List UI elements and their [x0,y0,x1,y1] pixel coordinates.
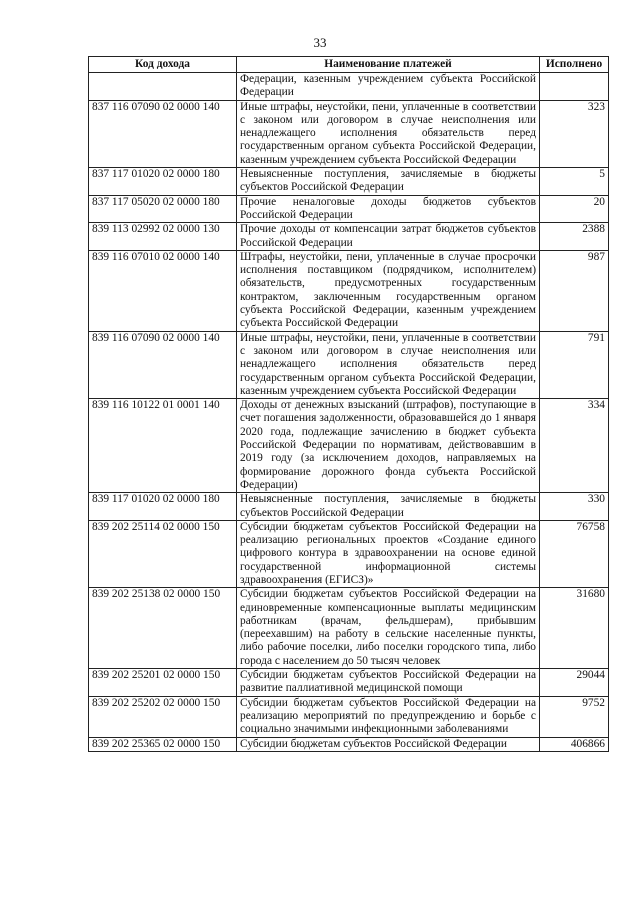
table-header [89,57,609,73]
executed-amount-cell: 323 [540,100,609,167]
executed-amount-cell: 330 [540,493,609,521]
payment-name-cell: Штрафы, неустойки, пени, уплаченные в случае просрочки исполнения поставщиком (подрядчиком, исполнителем) обязательств, предусмотренных государственным контрактом, заключенным государственным органом субъекта Российской Федерации, казенным учреждением субъекта Российской Федерации [237,250,540,331]
table-row [89,399,609,493]
income-code-cell: 839 116 07090 02 0000 140 [89,331,237,398]
income-code-cell: 837 117 01020 02 0000 180 [89,168,237,196]
payment-name-cell: Субсидии бюджетам субъектов Российской Федерации на реализацию региональных проектов «Создание единого цифрового контура в здравоохранении на основе единой государственной информационной системы здравоохранения (ЕГИСЗ)» [237,520,540,587]
table-row [89,588,609,669]
income-code-cell: 839 113 02992 02 0000 130 [89,223,237,251]
header-income-code: Код дохода [89,57,237,73]
income-code-cell: 839 116 07010 02 0000 140 [89,250,237,331]
table-row [89,250,609,331]
executed-amount-cell: 334 [540,399,609,493]
income-code-cell: 839 202 25202 02 0000 150 [89,696,237,737]
header-payment-name: Наименование платежей [237,57,540,73]
table-row [89,100,609,167]
table-row [89,73,609,101]
executed-amount-cell: 20 [540,195,609,223]
income-code-cell: 837 116 07090 02 0000 140 [89,100,237,167]
table-row [89,168,609,196]
income-code-cell: 839 116 10122 01 0001 140 [89,399,237,493]
payment-name-cell: Иные штрафы, неустойки, пени, уплаченные в соответствии с законом или договором в случае неисполнения или ненадлежащего исполнения обязательств перед государственным органом субъекта Российской Федерации, казенным учреждением субъекта Российской Федерации [237,100,540,167]
page-number: 33 [313,35,327,50]
executed-amount-cell: 5 [540,168,609,196]
income-code-cell: 839 117 01020 02 0000 180 [89,493,237,521]
executed-amount-cell: 29044 [540,669,609,697]
table-body [89,73,609,752]
income-code-cell: 839 202 25365 02 0000 150 [89,737,237,751]
income-code-cell [89,73,237,101]
executed-amount-cell: 406866 [540,737,609,751]
table-row [89,493,609,521]
executed-amount-cell: 9752 [540,696,609,737]
executed-amount-cell: 987 [540,250,609,331]
income-code-cell: 839 202 25201 02 0000 150 [89,669,237,697]
executed-amount-cell: 791 [540,331,609,398]
header-row [89,57,609,73]
table-row [89,195,609,223]
table-row [89,669,609,697]
table-row [89,331,609,398]
header-executed: Исполнено [540,57,609,73]
payment-name-cell: Субсидии бюджетам субъектов Российской Федерации на единовременные компенсационные выплаты медицинским работникам (врачам, фельдшерам), прибывшим (переехавшим) на работу в сельские населенные пункты, либо рабочие поселки, либо поселки городского типа, либо города с населением до 50 тысяч человек [237,588,540,669]
income-code-cell: 837 117 05020 02 0000 180 [89,195,237,223]
income-code-cell: 839 202 25138 02 0000 150 [89,588,237,669]
executed-amount-cell: 31680 [540,588,609,669]
payment-name-cell: Невыясненные поступления, зачисляемые в бюджеты субъектов Российской Федерации [237,168,540,196]
table-row [89,737,609,751]
payment-name-cell: Невыясненные поступления, зачисляемые в бюджеты субъектов Российской Федерации [237,493,540,521]
table-row [89,520,609,587]
payment-name-cell: Субсидии бюджетам субъектов Российской Федерации на реализацию мероприятий по предупреждению и борьбе с социально значимыми инфекционными заболеваниями [237,696,540,737]
payment-name-cell: Субсидии бюджетам субъектов Российской Федерации [237,737,540,751]
payment-name-cell: Иные штрафы, неустойки, пени, уплаченные в соответствии с законом или договором в случае неисполнения или ненадлежащего исполнения обязательств перед государственным органом субъекта Российской Федерации, казенным учреждением субъекта Российской Федерации [237,331,540,398]
executed-amount-cell: 2388 [540,223,609,251]
payment-name-cell: Доходы от денежных взысканий (штрафов), поступающие в счет погашения задолженности, образовавшейся до 1 января 2020 года, подлежащие зачислению в бюджет субъекта Российской Федерации по нормативам, действовавшим в 2019 году (за исключением доходов, направляемых на формирование дорожного фонда субъекта Российской Федерации) [237,399,540,493]
table-row [89,223,609,251]
payment-name-cell: Прочие доходы от компенсации затрат бюджетов субъектов Российской Федерации [237,223,540,251]
payment-name-cell: Прочие неналоговые доходы бюджетов субъектов Российской Федерации [237,195,540,223]
payment-name-cell: Федерации, казенным учреждением субъекта Российской Федерации [237,73,540,101]
table-row [89,696,609,737]
payment-name-cell: Субсидии бюджетам субъектов Российской Федерации на развитие паллиативной медицинской помощи [237,669,540,697]
payments-table [88,56,609,752]
executed-amount-cell [540,73,609,101]
income-code-cell: 839 202 25114 02 0000 150 [89,520,237,587]
executed-amount-cell: 76758 [540,520,609,587]
